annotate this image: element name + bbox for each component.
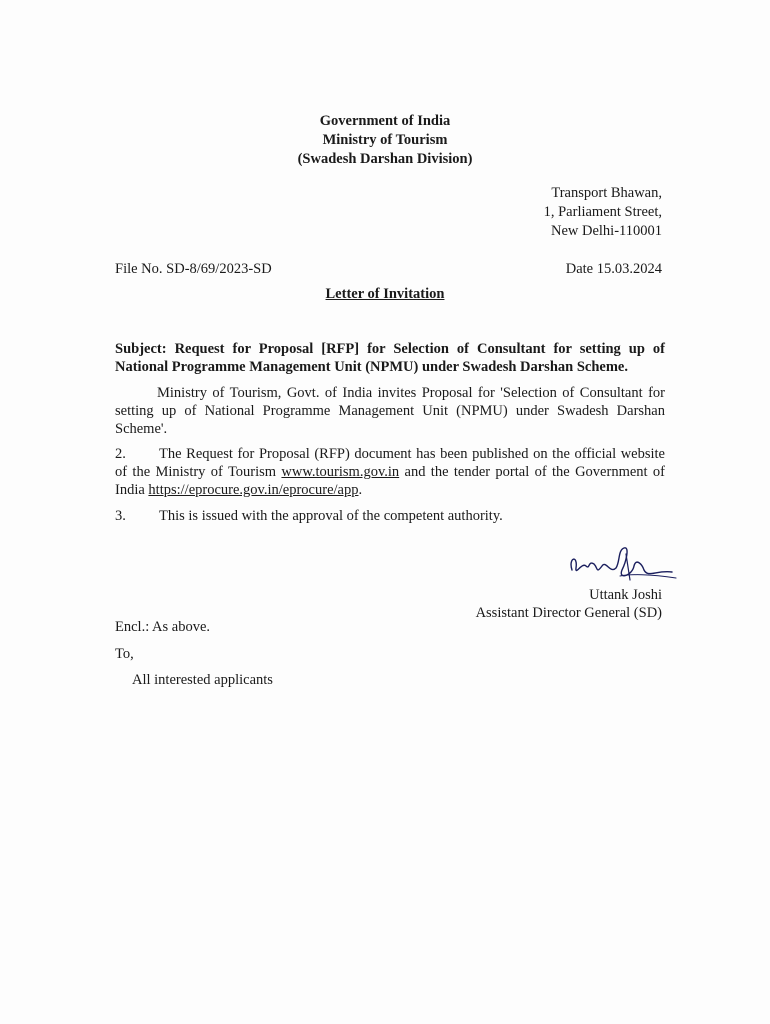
address-line-3: New Delhi-110001 (550, 223, 662, 239)
signatory-name: Uttank Joshi (589, 587, 662, 603)
handwritten-signature (560, 540, 680, 588)
file-number: File No. SD-8/69/2023-SD (115, 261, 272, 277)
paragraph-3-text: This is issued with the approval of the competent authority. (159, 508, 503, 524)
address-line-1: Transport Bhawan, (551, 185, 662, 201)
letter-date: Date 15.03.2024 (565, 261, 662, 277)
eprocure-portal-link[interactable]: https://eprocure.gov.in/eprocure/app (148, 482, 359, 498)
signatory-designation: Assistant Director General (SD) (475, 605, 662, 621)
address-line-2: 1, Parliament Street, (543, 204, 662, 220)
paragraph-2 (115, 445, 665, 499)
letterhead (0, 112, 770, 169)
subject-text: Request for Proposal [RFP] for Selection of Consultant for setting up of National Programme Management Unit (NPMU) under Swadesh Darshan Scheme. (115, 341, 665, 375)
letter-title: Letter of Invitation (325, 286, 445, 302)
recipients: All interested applicants (132, 672, 273, 688)
signature-image (560, 540, 680, 588)
subject-block (115, 340, 665, 376)
paragraph-3 (115, 507, 665, 525)
paragraph-2-text-before: The Request for Proposal (RFP) document has been published on the official website of the Ministry of Tourism (115, 446, 665, 480)
letterhead-government: Government of India (319, 113, 451, 129)
subject-label: Subject: (115, 341, 167, 357)
paragraph-2-number: 2. (115, 446, 126, 462)
letterhead-division: (Swadesh Darshan Division) (297, 151, 473, 167)
paragraph-2-text-middle: and the tender portal of the Government of India (115, 464, 665, 498)
paragraph-1: Ministry of Tourism, Govt. of India invites Proposal for 'Selection of Consultant for setting up of National Programme Management Unit (NPMU) under Swadesh Darshan Scheme'. (115, 385, 665, 437)
sender-address (544, 184, 662, 241)
tourism-website-link[interactable]: www.tourism.gov.in (281, 464, 400, 480)
signatory-block (476, 586, 662, 622)
letterhead-ministry: Ministry of Tourism (322, 132, 448, 148)
to-label: To, (115, 646, 134, 662)
paragraph-2-text-after: . (358, 482, 363, 498)
paragraph-3-number: 3. (115, 508, 126, 524)
enclosure-note: Encl.: As above. (115, 619, 211, 635)
